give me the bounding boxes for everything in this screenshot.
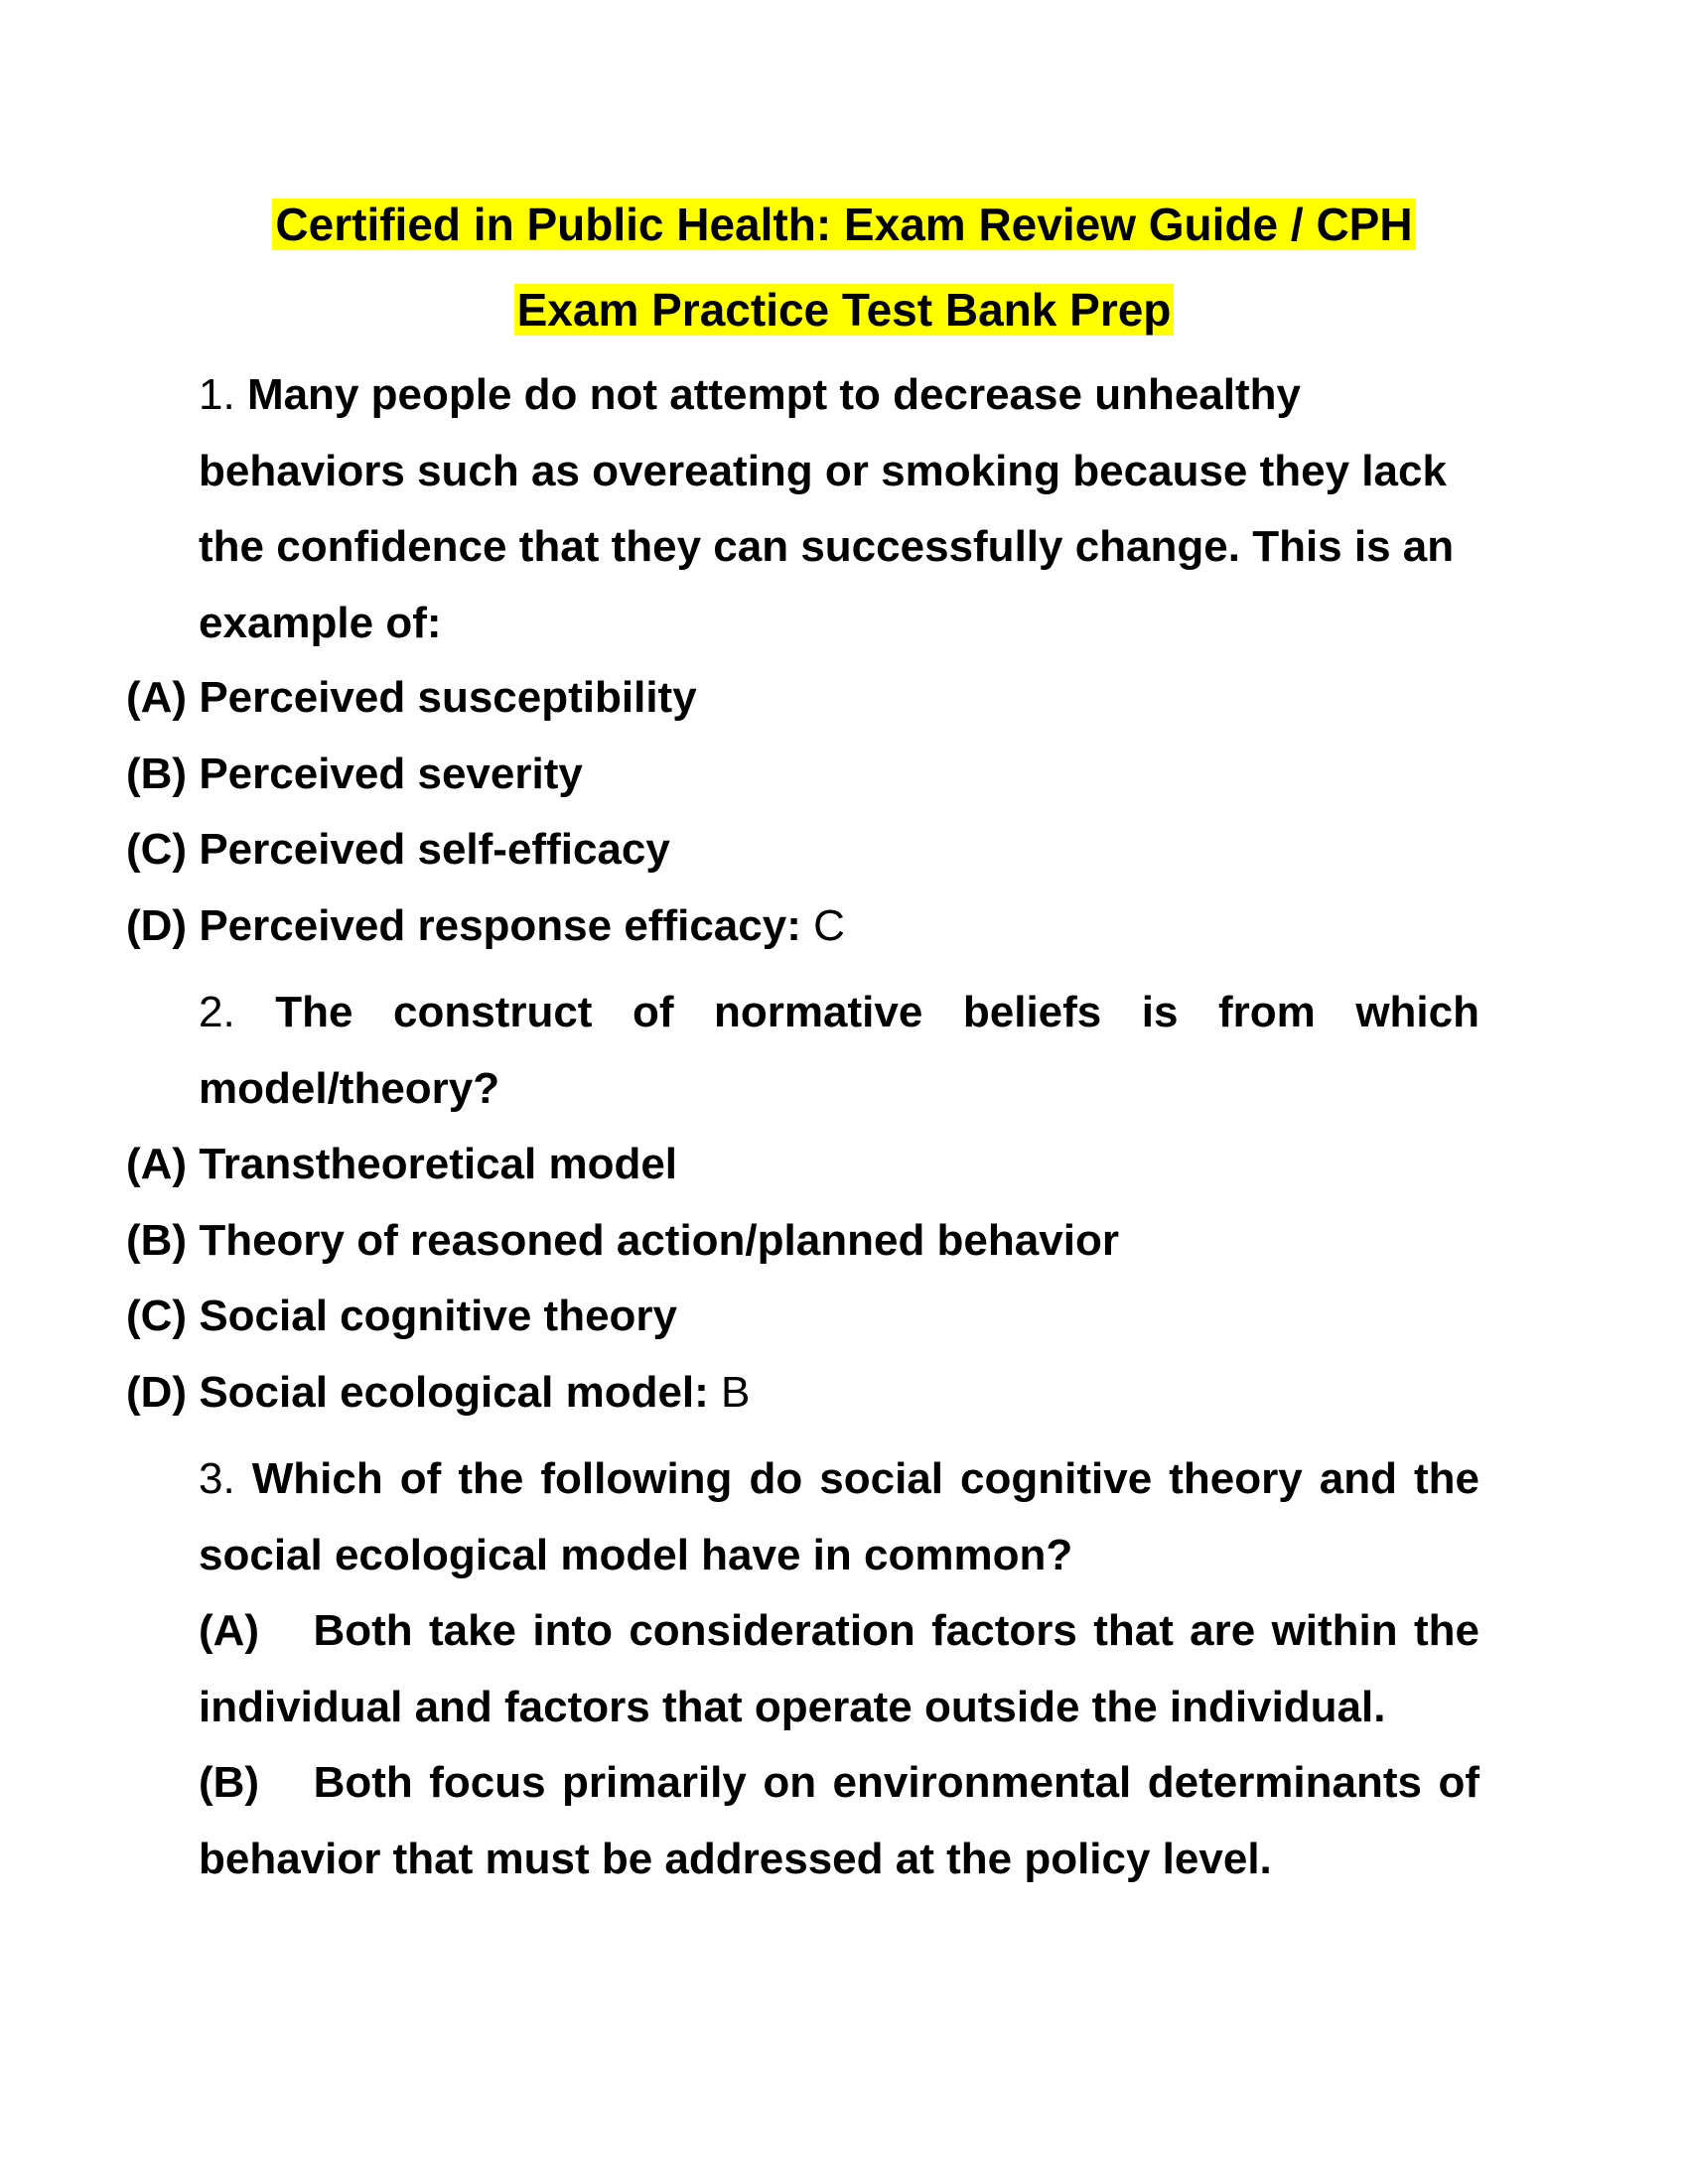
option-text: Both focus primarily on environmental determinants of behavior that must be addressed at the policy level. bbox=[199, 1758, 1479, 1883]
question-3-option-b bbox=[199, 1745, 1479, 1897]
option-text: Perceived self-efficacy bbox=[199, 825, 670, 874]
option-text: Social ecological model: bbox=[199, 1368, 709, 1417]
question-3-option-a bbox=[199, 1593, 1479, 1745]
question-3 bbox=[199, 1441, 1479, 1593]
option-letter: (A) bbox=[199, 1606, 260, 1655]
option-letter: (C) bbox=[126, 825, 188, 874]
question-1 bbox=[199, 357, 1479, 661]
question-1-option-a bbox=[126, 660, 1516, 737]
question-2-option-d bbox=[126, 1355, 1516, 1432]
option-letter: (D) bbox=[126, 901, 188, 950]
option-letter: (B) bbox=[126, 1216, 188, 1265]
answer-key: B bbox=[721, 1368, 751, 1417]
question-1-option-d bbox=[126, 888, 1516, 965]
question-stem: The construct of normative beliefs is from which model/theory? bbox=[199, 988, 1479, 1113]
question-1-option-c bbox=[126, 812, 1516, 888]
option-letter: (B) bbox=[199, 1758, 260, 1807]
question-2-option-a bbox=[126, 1127, 1516, 1203]
option-letter: (C) bbox=[126, 1292, 188, 1340]
option-text: Both take into consideration factors that are within the individual and factors that operate outside the individual. bbox=[199, 1606, 1479, 1731]
option-letter: (B) bbox=[126, 750, 188, 798]
title-line-2 bbox=[0, 282, 1688, 338]
question-1-option-b bbox=[126, 737, 1516, 813]
title-highlight-1: Certified in Public Health: Exam Review Guide / CPH bbox=[272, 199, 1415, 250]
option-text: Perceived susceptibility bbox=[199, 673, 697, 722]
option-letter: (D) bbox=[126, 1368, 188, 1417]
question-stem: Many people do not attempt to decrease unhealthy behaviors such as overeating or smoking because they lack the confidence that they can successfully change. This is an example of: bbox=[199, 370, 1455, 647]
question-number: 1. bbox=[199, 370, 235, 419]
option-letter: (A) bbox=[126, 673, 188, 722]
title-line-1 bbox=[0, 197, 1688, 252]
option-text: Transtheoretical model bbox=[199, 1140, 678, 1188]
question-stem: Which of the following do social cognitive theory and the social ecological model have in common? bbox=[199, 1454, 1479, 1579]
answer-key: C bbox=[813, 901, 845, 950]
question-number: 3. bbox=[199, 1454, 235, 1503]
question-2-option-b bbox=[126, 1203, 1516, 1280]
question-number: 2. bbox=[199, 988, 235, 1036]
option-text: Theory of reasoned action/planned behavior bbox=[199, 1216, 1119, 1265]
option-text: Perceived severity bbox=[199, 750, 583, 798]
question-2-option-c bbox=[126, 1279, 1516, 1355]
title-highlight-2: Exam Practice Test Bank Prep bbox=[514, 284, 1175, 336]
option-text: Social cognitive theory bbox=[199, 1292, 678, 1340]
option-letter: (A) bbox=[126, 1140, 188, 1188]
question-2 bbox=[199, 975, 1479, 1127]
option-text: Perceived response efficacy: bbox=[199, 901, 801, 950]
